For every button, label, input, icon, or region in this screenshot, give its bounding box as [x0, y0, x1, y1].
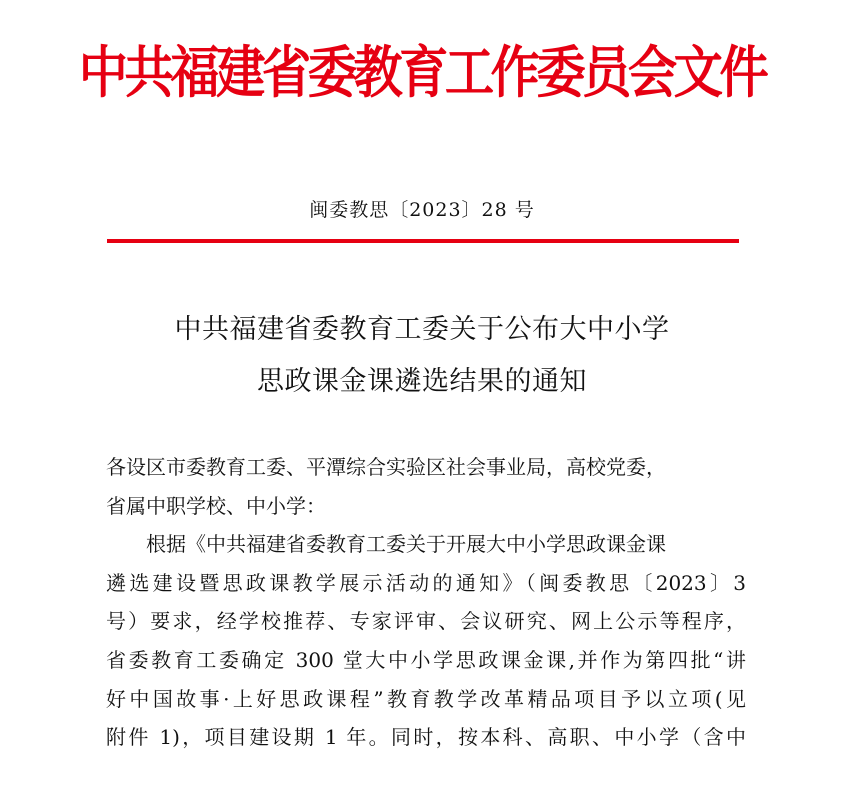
- paragraph-line-6: 附件 1)，项目建设期 1 年。同时，按本科、高职、中小学（含中: [106, 725, 746, 750]
- addressee-line-1: 各设区市委教育工委、平潭综合实验区社会事业局，高校党委，: [106, 455, 666, 479]
- document-title-line-2: 思政课金课遴选结果的通知: [257, 366, 587, 397]
- document-number: 闽委教思〔2023〕28 号: [309, 199, 535, 221]
- addressee-line-2: 省属中职学校、中小学：: [106, 493, 326, 518]
- masthead-title: 中共福建省委教育工作委员会文件: [78, 41, 766, 106]
- paragraph-line-4: 省委教育工委确定 300 堂大中小学思政课金课,并作为第四批“讲: [106, 647, 746, 672]
- document-body: [106, 448, 746, 757]
- document-title-line-1: 中共福建省委教育工委关于公布大中小学: [174, 314, 670, 345]
- red-separator-line: [107, 239, 739, 243]
- paragraph-line-2: 遴选建设暨思政课教学展示活动的通知》（闽委教思〔2023〕3: [106, 570, 746, 595]
- paragraph-line-3: 号）要求，经学校推荐、专家评审、会议研究、网上公示等程序，: [106, 609, 746, 634]
- document-title: [0, 304, 844, 408]
- paragraph-line-5: 好中国故事·上好思政课程”教育教学改革精品项目予以立项(见: [106, 686, 746, 711]
- paragraph-line-1: 根据《中共福建省委教育工委关于开展大中小学思政课金课: [146, 532, 666, 557]
